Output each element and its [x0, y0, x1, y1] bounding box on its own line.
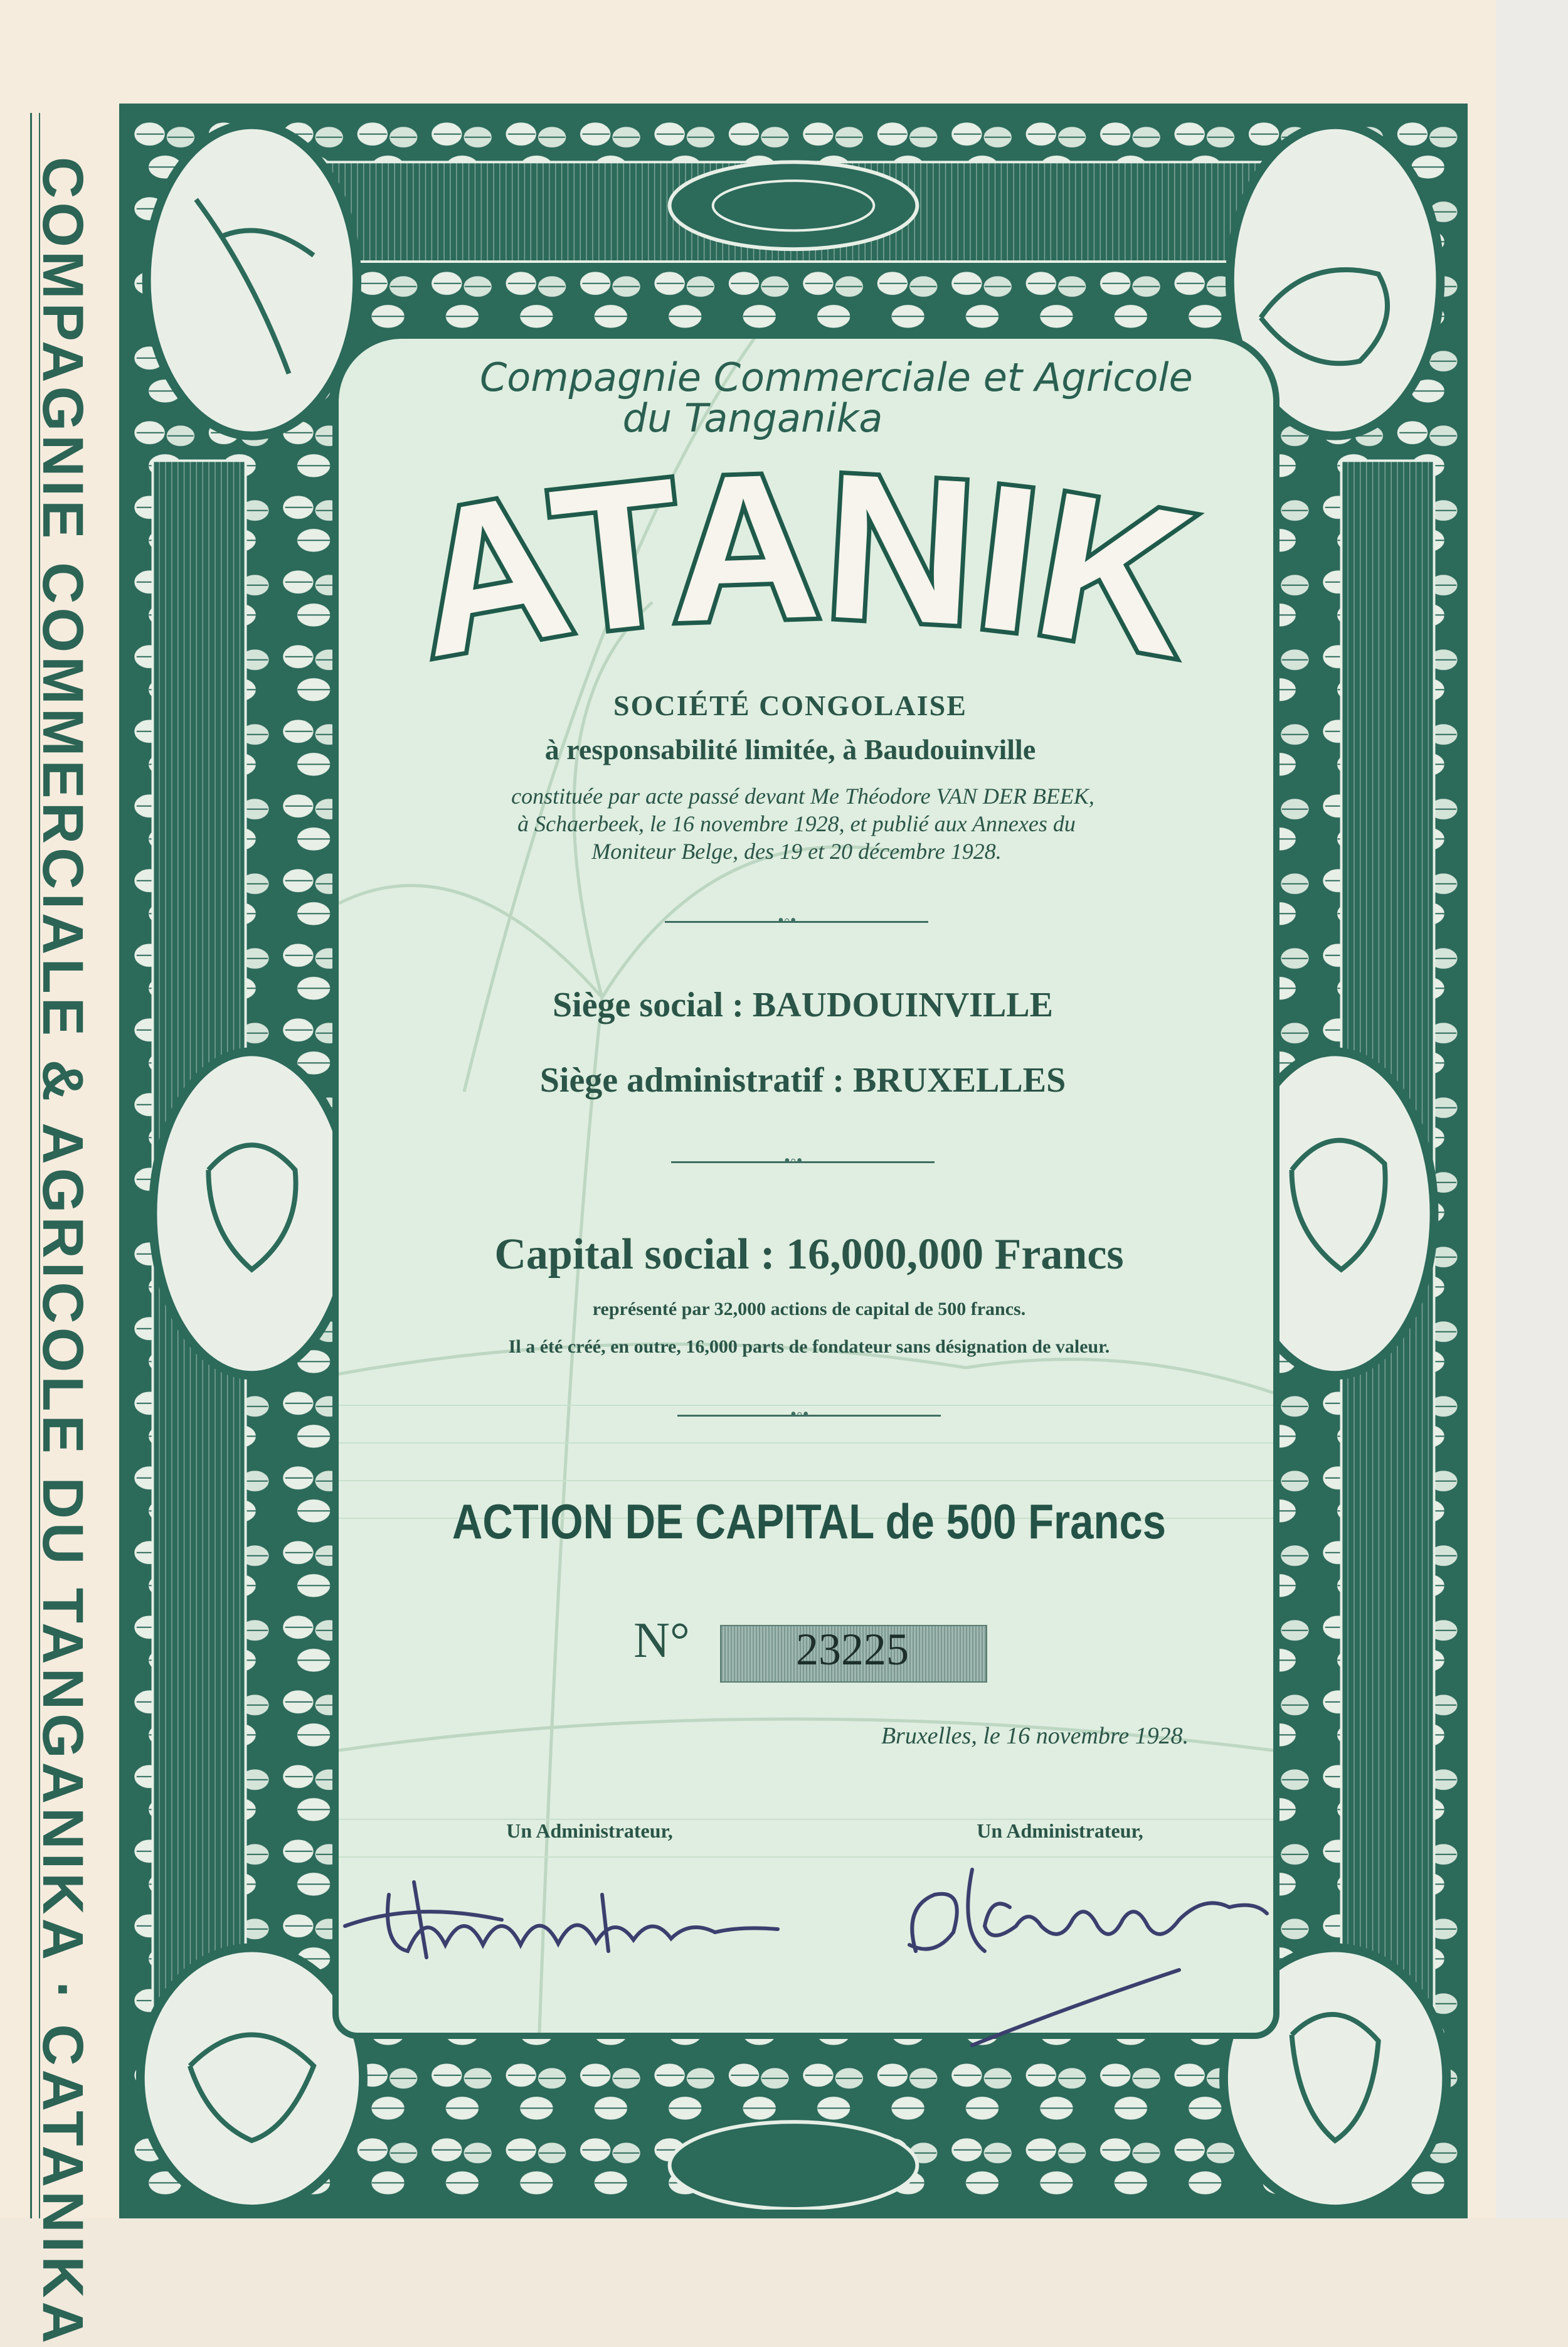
share-title: ACTION DE CAPITAL de 500 Francs: [452, 1494, 1167, 1549]
place-and-date: Bruxelles, le 16 novembre 1928.: [881, 1723, 1189, 1749]
company-name-line2: du Tanganika: [622, 395, 883, 441]
company-name-line1: Compagnie Commerciale et Agricole: [480, 354, 1193, 400]
divider-ornament: •◦•: [784, 1151, 803, 1171]
divider-ornament: •◦•: [790, 1405, 809, 1424]
number-label: N°: [633, 1613, 690, 1668]
brand-title-text: ATANIK: [396, 458, 1209, 701]
brand-wordmark: [376, 458, 1229, 721]
capital-social: Capital social : 16,000,000 Francs: [494, 1230, 1124, 1279]
administrative-office: Siège administratif : BRUXELLES: [539, 1061, 1066, 1100]
administrator-label-right: Un Administrateur,: [977, 1819, 1143, 1842]
divider-rule: [677, 1415, 941, 1417]
liability-line: à responsabilité limitée, à Baudouinville: [544, 733, 1036, 765]
brand-arc-svg: [376, 458, 1229, 721]
constituted-line1: constituée par acte passé devant Me Théodore VAN DER BEEK,: [511, 784, 1094, 809]
registered-office: Siège social : BAUDOUINVILLE: [552, 986, 1054, 1024]
brand-title: [376, 458, 1208, 701]
spine-text: COMPAGNIE COMMERCIALE & AGRICOLE DU TANGANIKA · CATANIKA: [31, 157, 95, 2347]
signature-right: [878, 1857, 1279, 2058]
society-type: SOCIÉTÉ CONGOLAISE: [613, 689, 967, 721]
capital-represented: représenté par 32,000 actions de capital de 500 francs.: [592, 1299, 1026, 1319]
divider-rule: [671, 1161, 935, 1163]
founder-parts-note: Il a été créé, en outre, 16,000 parts de fondateur sans désignation de valeur.: [508, 1336, 1110, 1357]
administrator-label-left: Un Administrateur,: [506, 1819, 673, 1842]
constituted-line2: à Schaerbeek, le 16 novembre 1928, et publié aux Annexes du: [517, 811, 1076, 836]
constituted-line3: Moniteur Belge, des 19 et 20 décembre 1928.: [591, 839, 1002, 864]
serial-number: 23225: [796, 1624, 909, 1674]
scan-edge: [1496, 0, 1568, 2218]
divider-rule: [665, 921, 928, 923]
signature-left: [339, 1870, 828, 1970]
divider-ornament: •◦•: [778, 911, 797, 930]
